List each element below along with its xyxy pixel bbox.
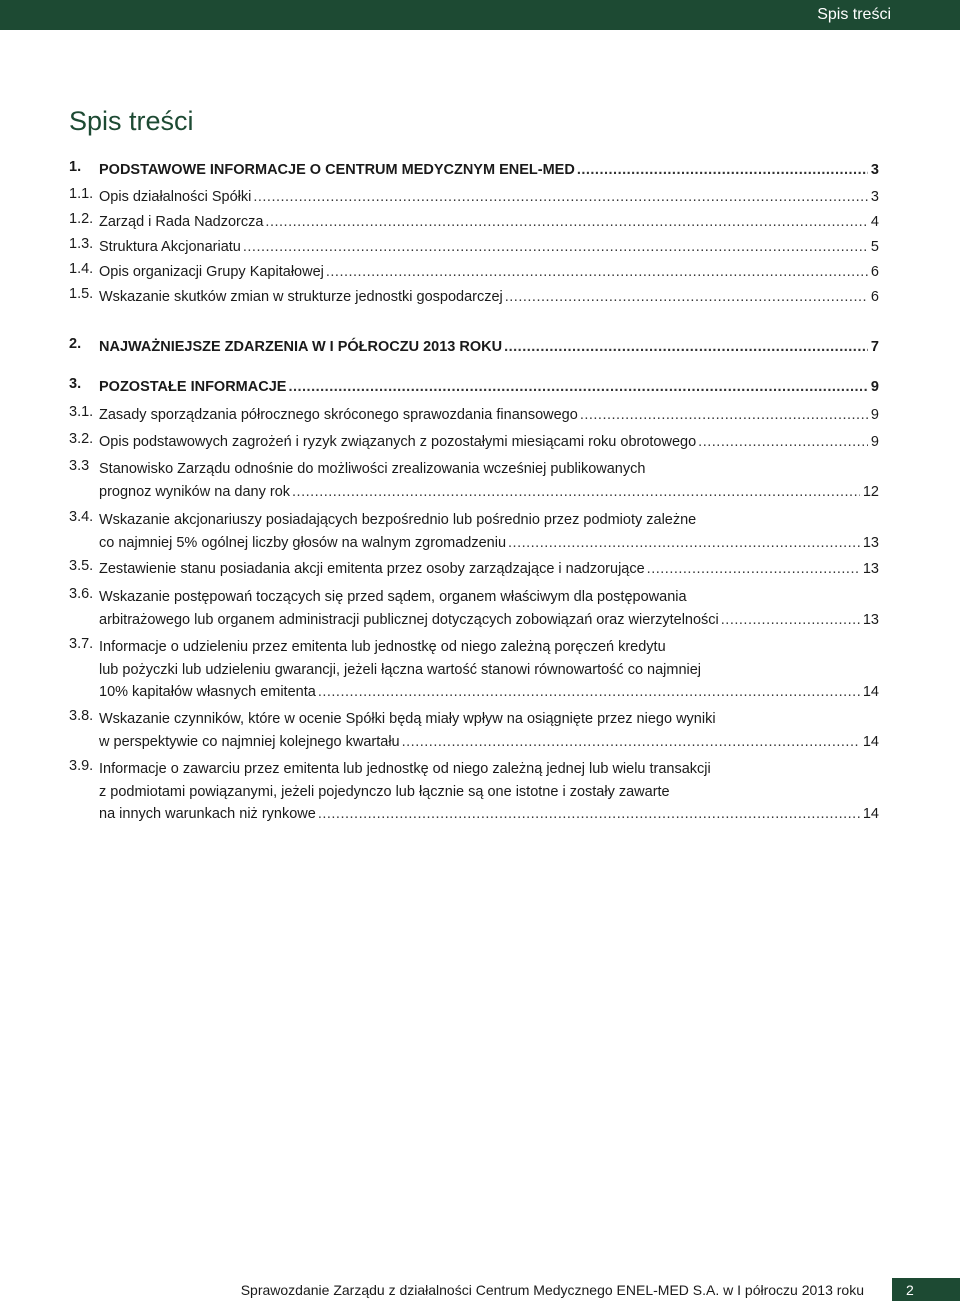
toc-entry-title-line: arbitrażowego lub organem administracji publicznej dotyczących zobowiązań oraz wierzytelności [99, 611, 719, 628]
toc-entry-title-line: lub pożyczki lub udzieleniu gwarancji, jeżeli łączna wartość stanowi równowartość co najmniej [99, 661, 702, 678]
toc-page-number: 3 [870, 162, 879, 178]
toc-leader-dots [318, 681, 860, 704]
toc-entry-title-line: na innych warunkach niż rynkowe [99, 806, 316, 822]
toc-entry-number: 3.2. [69, 431, 94, 447]
footer-text: Sprawozdanie Zarządu z działalności Centrum Medycznego ENEL-MED S.A. w I półroczu 2013 roku [240, 1282, 864, 1298]
toc-entry-text [99, 286, 879, 309]
toc-entry-title-line: Wskazanie postępowań toczących się przed sądem, organem właściwym dla postępowania [99, 589, 687, 605]
toc-leader-dots [292, 481, 860, 504]
toc-entry-number: 1.2. [69, 211, 94, 227]
toc-page-number: 7 [870, 339, 879, 355]
toc-entry-text [99, 431, 879, 454]
header-bar [0, 0, 960, 30]
footer-page-number: 2 [906, 1282, 914, 1298]
toc-entry-title-line: Struktura Akcjonariatu [99, 239, 241, 255]
toc-leader-dots [647, 558, 860, 581]
toc-leader-dots [508, 532, 860, 555]
page-title: Spis treści [69, 106, 194, 136]
toc-entry-title-line: Opis działalności Spółki [99, 189, 252, 205]
toc-page-number: 9 [870, 407, 879, 423]
toc-entry-title-line: Informacje o udzieleniu przez emitenta lub jednostkę od niego zależną poręczeń kredytu [99, 639, 666, 655]
toc-page-number: 14 [862, 806, 879, 822]
toc-entry-number: 3.1. [69, 404, 94, 420]
toc-entry-number: 3.4. [69, 509, 94, 525]
toc-entry-number: 1.3. [69, 236, 94, 252]
toc-leader-dots [318, 803, 860, 826]
toc-page-number: 12 [862, 483, 879, 500]
toc-leader-dots [402, 731, 860, 754]
toc-page-number: 13 [862, 611, 879, 628]
toc-entry-text [99, 376, 879, 399]
toc-page-number: 13 [862, 561, 879, 577]
toc-entry-number: 3.6. [69, 586, 94, 602]
toc-leader-dots [243, 236, 868, 259]
toc-page-number: 14 [862, 733, 879, 750]
toc-entry-title-line: Stanowisko Zarządu odnośnie do możliwości zrealizowania wcześniej publikowanych [99, 461, 646, 477]
toc-entry-text [99, 186, 879, 209]
toc-entry-title-line: Zasady sporządzania półrocznego skróconego sprawozdania finansowego [99, 407, 578, 423]
toc-entry-title-line: w perspektywie co najmniej kolejnego kwartału [99, 733, 400, 750]
toc-entry-number: 3.7. [69, 636, 94, 652]
toc-entry-title-line: z podmiotami powiązanymi, jeżeli pojedynczo lub łącznie są one istotne i zostały zawarte [99, 783, 670, 800]
toc-entry-title-line: Opis podstawowych zagrożeń i ryzyk związanych z pozostałymi miesiącami roku obrotowego [99, 434, 697, 450]
footer-page-number-box [892, 1278, 960, 1301]
toc-entry-title-line: Wskazanie akcjonariuszy posiadających bezpośrednio lub pośrednio przez podmioty zależne [99, 512, 697, 528]
toc-entry-text [99, 159, 879, 182]
toc-entry-title-line: 10% kapitałów własnych emitenta [99, 684, 316, 700]
toc-page-number: 5 [870, 239, 879, 255]
toc-entry-title-line: co najmniej 5% ogólnej liczby głosów na walnym zgromadzeniu [99, 534, 507, 551]
toc-leader-dots [698, 431, 868, 454]
toc-entry-text [99, 708, 879, 753]
toc-entry-text [99, 236, 879, 259]
toc-page-number: 4 [870, 214, 879, 230]
toc-entry-number: 2. [69, 336, 82, 352]
toc-leader-dots [721, 609, 860, 632]
toc-page-number: 6 [870, 289, 879, 305]
toc-page-number: 14 [862, 684, 879, 700]
toc-entry-number: 3.8. [69, 708, 94, 724]
toc-entry-text [99, 509, 879, 554]
toc-entry-text [99, 586, 879, 631]
toc-entry-title-line: Zestawienie stanu posiadania akcji emitenta przez osoby zarządzające i nadzorujące [99, 561, 645, 577]
toc-entry-number: 1.1. [69, 186, 94, 202]
toc-leader-dots [326, 261, 868, 284]
toc-entry-text [99, 261, 879, 284]
header-section-label: Spis treści [817, 6, 891, 23]
toc-entry-text [99, 458, 879, 503]
toc-page-number: 6 [870, 264, 879, 280]
toc-entry-text [99, 336, 879, 359]
toc-leader-dots [505, 286, 868, 309]
toc-entry-title-line: Informacje o zawarciu przez emitenta lub jednostkę od niego zależną jednej lub wielu transakcji [99, 761, 711, 777]
toc-entry-number: 3. [69, 376, 82, 392]
toc-page-number: 3 [870, 189, 879, 205]
toc-entry-title-line: PODSTAWOWE INFORMACJE O CENTRUM MEDYCZNYM ENEL-MED [99, 162, 575, 178]
toc-entry-number: 3.5. [69, 558, 94, 574]
toc-entry-title-line: Zarząd i Rada Nadzorcza [99, 214, 264, 230]
toc-entry-text [99, 404, 879, 427]
toc-entry-title-line: POZOSTAŁE INFORMACJE [99, 379, 287, 395]
toc-page-number: 9 [870, 434, 879, 450]
toc-entry-text [99, 758, 879, 826]
toc-leader-dots [265, 211, 868, 234]
toc-entry-text [99, 558, 879, 581]
toc-page-number: 13 [862, 534, 879, 551]
toc-entry-title-line: Wskazanie skutków zmian w strukturze jednostki gospodarczej [99, 289, 503, 305]
toc-entry-title-line: Opis organizacji Grupy Kapitałowej [99, 264, 324, 280]
toc-entry-number: 1.5. [69, 286, 94, 302]
toc-entry-number: 3.3 [69, 458, 90, 474]
toc-entry-text [99, 636, 879, 704]
toc-leader-dots [577, 159, 868, 182]
toc-leader-dots [580, 404, 868, 427]
toc-entry-text [99, 211, 879, 234]
toc-entry-title-line: NAJWAŻNIEJSZE ZDARZENIA W I PÓŁROCZU 2013 ROKU [99, 339, 503, 355]
toc-entry-number: 1. [69, 159, 82, 175]
toc-entry-title-line: Wskazanie czynników, które w ocenie Spółki będą miały wpływ na osiągnięte przez niego wyniki [99, 711, 716, 727]
toc-entry-number: 1.4. [69, 261, 94, 277]
toc-entry-title-line: prognoz wyników na dany rok [99, 483, 291, 500]
toc-leader-dots [288, 376, 867, 399]
toc-leader-dots [504, 336, 868, 359]
toc-entry-number: 3.9. [69, 758, 94, 774]
toc-page-number: 9 [870, 379, 879, 395]
toc-leader-dots [253, 186, 868, 209]
